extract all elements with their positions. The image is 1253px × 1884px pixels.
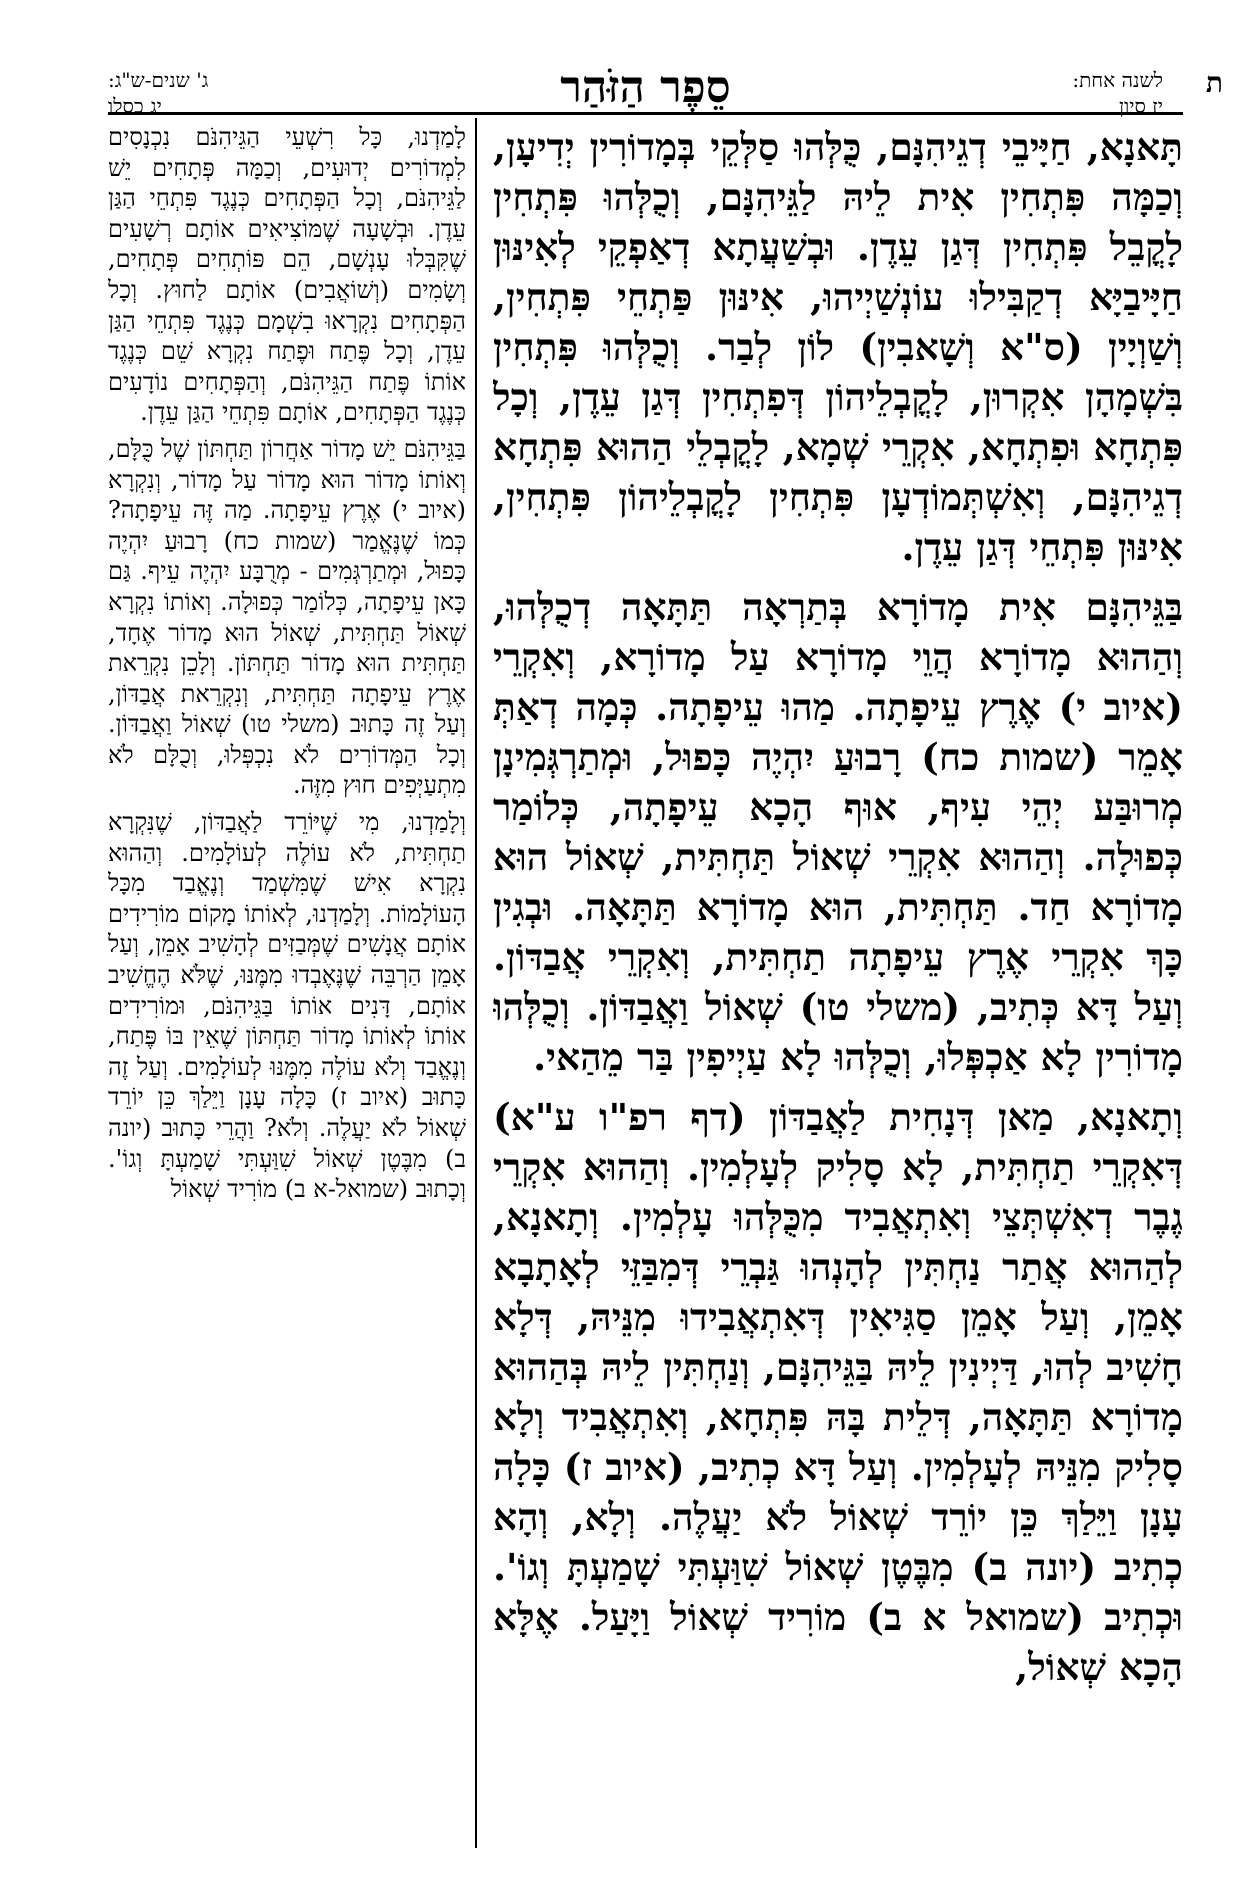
book-title: סֵפֶר הַזֹּהַר	[560, 62, 731, 113]
header-right-line1: לשנה אחת:	[1072, 68, 1163, 92]
column-separator	[475, 118, 477, 1848]
main-paragraph: וְתָאנָא, מַאן דְּנָחִית לַאֲבַדּוֹן (דף רפ"ו ע"א) דְּאִקְרֵי תַחְתִּית, לָא סָלִיק לְעָלְמִין. וְהַהוּא אִקְרֵי גֶבֶר דְאִשְׁתְּצֵי וְאִתְאֲבִיד מִכֻּלְּהוּ עָלְמִין. וְתָאנָא, לְהַהוּא אֲתַר נַחְתִּין לְהָנְהוּ גַּבְרֵי דְּמִבַּזֵּי לְאָתָבָא אָמֵן, וְעַל אָמֵן סַגִּיאִין דְּאִתְאֲבִידוּ מִנֵּיהּ, דְּלָא חָשִׁיב לְהוּ, דַּיְינִין לֵיהּ בַּגֵּיהִנָּם, וְנַחְתִּין לֵיהּ בְּהַהוּא מָדוֹרָא תַּתָּאָה, דְּלֵית בָּהּ פִּתְחָא, וְאִתְאֲבִיד וְלָא סָלִיק מִנֵּיהּ לְעָלְמִין. וְעַל דָּא כְתִיב, (איוב ז) כָּלָה עָנָן וַיֵּלַךְ כֵּן יוֹרֵד שְׁאוֹל לֹא יַעֲלֶה. וְלָא, וְהָא כְתִיב (יונה ב) מִבֶּטֶן שְׁאוֹל שִׁוַּעְתִּי שָׁמַעְתָּ וְגוֹ'. וּכְתִיב (שמואל א ב) מוֹרִיד שְׁאוֹל וַיָּעַל. אֶלָּא הָכָא שְׁאוֹל,	[493, 1095, 1183, 1689]
header-left-line1: ג' שנים-ש"ג:	[108, 68, 209, 92]
page-letter: ת	[1205, 66, 1223, 99]
main-paragraph: בַּגֵּיהִנָּם אִית מָדוֹרָא בְּתַרְאָה תַּתָּאָה דְכֻלְּהוּ, וְהַהוּא מָדוֹרָא הֲוֵי מָדוֹרָא עַל מָדוֹרָא, וְאִקְרֵי (איוב י) אֶרֶץ עֵיפָתָה. מַהוּ עֵיפָתָה. כְּמָה דְאַתְּ אָמֵר (שמות כח) רָבוּעַ יִהְיֶה כָּפוּל, וּמְתַרְגְּמִינָן מְרוּבַּע יְהֵי עִיף, אוּף הָכָא עֵיפָתָה, כְּלוֹמַר כְּפוּלָה. וְהַהוּא אִקְרֵי שְׁאוֹל תַּחְתִּית, שְׁאוֹל הוּא מָדוֹרָא חַד. תַּחְתִּית, הוּא מָדוֹרָא תַּתָּאָה. וּבְגִין כָּךְ אִקְרֵי אֶרֶץ עֵיפָתָה תַחְתִּית, וְאִקְרֵי אֲבַדּוֹן. וְעַל דָּא כְּתִיב, (משלי טו) שְׁאוֹל וַאֲבַדּוֹן. וְכֻלְּהוּ מָדוֹרִין לָא אַכְפְּלוּ, וְכֻלְּהוּ לָא עַיְיפִין בַּר מֵהַאי.	[493, 585, 1183, 1079]
header-left-line2: יג כסלו	[108, 94, 162, 118]
main-column	[493, 122, 1183, 1842]
side-paragraph: וְלָמַדְנוּ, מִי שֶׁיּוֹרֵד לַאֲבַדּוֹן, שֶׁנִּקְרָא תַחְתִּית, לֹא עוֹלֶה לְעוֹלָמִים. וְהַהוּא נִקְרָא אִישׁ שֶׁמִּשְׁמַד וְנֶאֱבַד מִכָּל הָעוֹלָמוֹת. וְלָמַדְנוּ, לְאוֹתוֹ מָקוֹם מוֹרִידִים אוֹתָם אֲנָשִׁים שֶׁמְּבַזִּים לְהָשִׁיב אָמֵן, וְעַל אָמֵן הַרְבֵּה שֶׁנֶּאֶבְדוּ מִמֶּנּוּ, שֶׁלֹּא הֶחֱשִׁיב אוֹתָם, דָּנִים אוֹתוֹ בַּגֵּיהִנֹּם, וּמוֹרִידִים אוֹתוֹ לְאוֹתוֹ מָדוֹר תַּחְתּוֹן שֶׁאֵין בּוֹ פֶּתַח, וְנֶאֱבַד וְלֹא עוֹלֶה מִמֶּנּוּ לְעוֹלָמִים. וְעַל זֶה כָּתוּב (איוב ז) כָּלָה עָנָן וַיֵּלַךְ כֵּן יוֹרֵד שְׁאוֹל לֹא יַעֲלֶה. וְלֹא? וַהֲרֵי כָּתוּב (יונה ב) מִבֶּטֶן שְׁאוֹל שִׁוַּעְתִּי שָׁמַעְתָּ וְגוֹ'. וְכָתוּב (שמואל-א ב) מוֹרִיד שְׁאוֹל	[108, 808, 466, 1204]
header-right-line2: יז סיון	[1118, 94, 1163, 118]
side-paragraph: לָמַדְנוּ, כָּל רִשְׁעֵי הַגֵּיהִנֹּם נִכְנָסִים לִמְדוֹרִים יְדוּעִים, וְכַמָּה פְּתָחִים יֵשׁ לַגֵּיהִנֹּם, וְכָל הַפְּתָחִים כְּנֶגֶד פִּתְחֵי הַגַּן עֵדֶן. וּבְשָׁעָה שֶׁמּוֹצִיאִים אוֹתָם רְשָׁעִים שֶׁקִּבְּלוּ עָנְשָׁם, הֵם פּוֹתְחִים פְּתָחִים, וְשָׂמִים (וְשׁוֹאֲבִים) אוֹתָם לַחוּץ. וְכָל הַפְּתָחִים נִקְרָאוּ בִשְׁמָם כְּנֶגֶד פִּתְחֵי הַגַּן עֵדֶן, וְכָל פֶּתַח וּפֶתַח נִקְרָא שֵׁם כְּנֶגֶד אוֹתוֹ פֶּתַח הַגֵּיהִנֹּם, וְהַפְּתָחִים נוֹדָעִים כְּנֶגֶד הַפְּתָחִים, אוֹתָם פִּתְחֵי הַגַּן עֵדֶן.	[108, 123, 466, 427]
header-rule	[108, 112, 1183, 115]
main-paragraph: תָּאנָא, חַיָּיבֵי דְגֵיהִנָּם, כֻּלְּהוּ סַלְּקֵי בְּמָדוֹרִין יְדִיעָן, וְכַמָּה פִּתְחִין אִית לֵיהּ לַגֵּיהִנָּם, וְכֻלְּהוּ פִּתְחִין לָקֳבֵל פִּתְחִין דְּגַן עֵדֶן. וּבְשַׁעֲתָא דְאַפְקֵי לְאִינּוּן חַיָּיבַיָּא דְקַבִּילוּ עוֹנְשַׁיְיהוּ, אִינּוּן פַּתְחֵי פִּתְחִין, וְשַׁוְיָין (ס"א וְשָׁאבִין) לוֹן לְבַר. וְכֻלְּהוּ פִּתְחִין בִּשְׁמָהָן אִקְרוּן, לָקֳבְלֵיהוֹן דְּפִתְחִין דְּגַן עֵדֶן, וְכָל פִּתְחָא וּפִתְחָא, אִקְרֵי שְׁמָא, לָקֳבְלֵי הַהוּא פִּתְחָא דְגֵיהִנָּם, וְאִשְׁתְּמוֹדְעָן פִּתְחִין לָקֳבְלֵיהוֹן פִּתְחִין, אִינּוּן פִּתְחֵי דְּגַן עֵדֶן.	[493, 125, 1183, 569]
translation-column	[108, 122, 466, 1842]
side-paragraph: בַּגֵּיהִנֹּם יֵשׁ מָדוֹר אַחֲרוֹן תַּחְתּוֹן שֶׁל כֻּלָּם, וְאוֹתוֹ מָדוֹר הוּא מָדוֹר עַל מָדוֹר, וְנִקְרָא (איוב י) אֶרֶץ עֵיפָתָה. מַה זֶּה עֵיפָתָה? כְּמוֹ שֶׁנֶּאֱמַר (שמות כח) רָבוּעַ יִהְיֶה כָּפוּל, וּמְתַרְגְּמִים - מְרֻבָּע יִהְיֶה עֵיף. גַּם כָּאן עֵיפָתָה, כְּלוֹמַר כְּפוּלָה. וְאוֹתוֹ נִקְרָא שְׁאוֹל תַּחְתִּית, שְׁאוֹל הוּא מָדוֹר אֶחָד, תַּחְתִּית הוּא מָדוֹר תַּחְתּוֹן. וְלָכֵן נִקְרֵאת אֶרֶץ עֵיפָתָה תַּחְתִּית, וְנִקְרֵאת אֲבַדּוֹן, וְעַל זֶה כָּתוּב (משלי טו) שְׁאוֹל וַאֲבַדּוֹן. וְכָל הַמְּדוֹרִים לֹא נִכְפְּלוּ, וְכֻלָּם לֹא מִתְעַיְּפִים חוּץ מִזֶּה.	[108, 434, 466, 800]
